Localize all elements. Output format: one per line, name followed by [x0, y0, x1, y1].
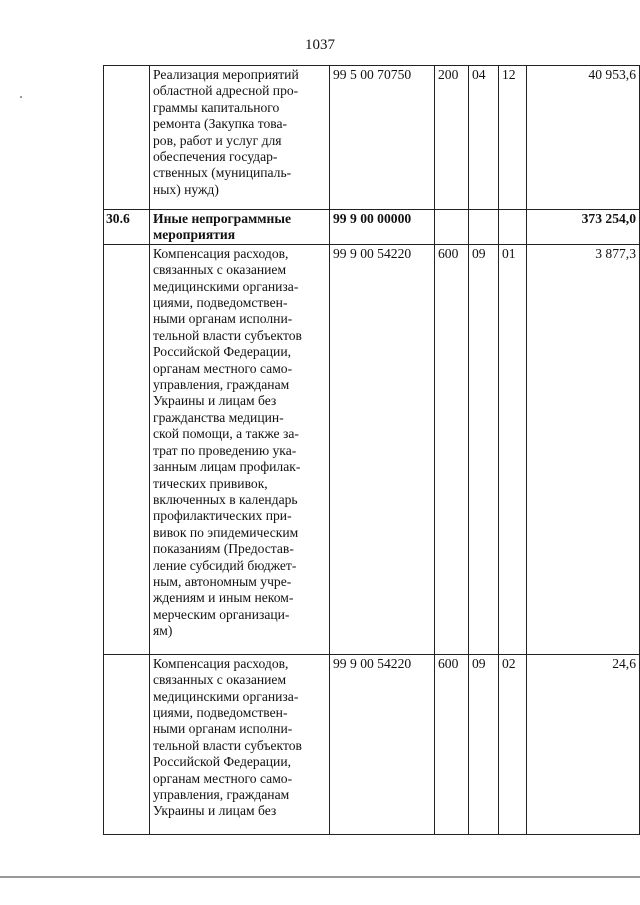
- row-code: 99 5 00 70750: [330, 66, 435, 210]
- bottom-rule: [0, 876, 640, 878]
- row-section: 04: [469, 66, 499, 210]
- row-code: 99 9 00 00000: [330, 210, 435, 245]
- row-amount: 373 254,0: [527, 210, 640, 245]
- table-body: [104, 66, 640, 835]
- row-subsection: 01: [499, 244, 527, 654]
- row-subsection: [499, 210, 527, 245]
- row-section: [469, 210, 499, 245]
- row-expense-type: 200: [435, 66, 469, 210]
- row-number: [104, 244, 150, 654]
- row-section: 09: [469, 654, 499, 834]
- table-row: [104, 210, 640, 245]
- row-description: Компенсация расходов, связанных с оказанием медицинскими организа- циями, подведомствен- ными органам исполни- тельной власти субъектов Российской Федерации, органам местного само- управления, гражданам Украины и лицам без: [150, 654, 330, 834]
- table-row: [104, 66, 640, 210]
- row-amount: 40 953,6: [527, 66, 640, 210]
- row-subsection: 02: [499, 654, 527, 834]
- row-description: Иные непрограммные мероприятия: [150, 210, 330, 245]
- row-description: Реализация мероприятий областной адресной про- граммы капитального ремонта (Закупка това- ров, работ и услуг для обеспечения государ- ственных (муниципаль- ных) нужд): [150, 66, 330, 210]
- row-expense-type: 600: [435, 244, 469, 654]
- row-section: 09: [469, 244, 499, 654]
- row-description: Компенсация расходов, связанных с оказанием медицинскими организа- циями, подведомствен- ными органам исполни- тельной власти субъектов Российской Федерации, органам местного само- управления, гражданам Украины и лицам без гражданства медицин- ской помощи, а также за- трат по проведению ука- занным лицам профилак- тических прививок, включенных в календарь профилактических при- вивок по эпидемическим показаниям (Предостав- ление субсидий бюджет- ным, автономным учре- ждениям и иным неком- мерческим организаци- ям): [150, 244, 330, 654]
- margin-mark: [20, 96, 22, 98]
- row-number: [104, 66, 150, 210]
- row-expense-type: 600: [435, 654, 469, 834]
- page-number: 1037: [305, 37, 335, 53]
- row-expense-type: [435, 210, 469, 245]
- row-number: [104, 654, 150, 834]
- table-row: [104, 244, 640, 654]
- row-amount: 3 877,3: [527, 244, 640, 654]
- budget-table: [103, 65, 640, 835]
- row-number: 30.6: [104, 210, 150, 245]
- row-subsection: 12: [499, 66, 527, 210]
- row-code: 99 9 00 54220: [330, 244, 435, 654]
- row-code: 99 9 00 54220: [330, 654, 435, 834]
- row-amount: 24,6: [527, 654, 640, 834]
- table-row: [104, 654, 640, 834]
